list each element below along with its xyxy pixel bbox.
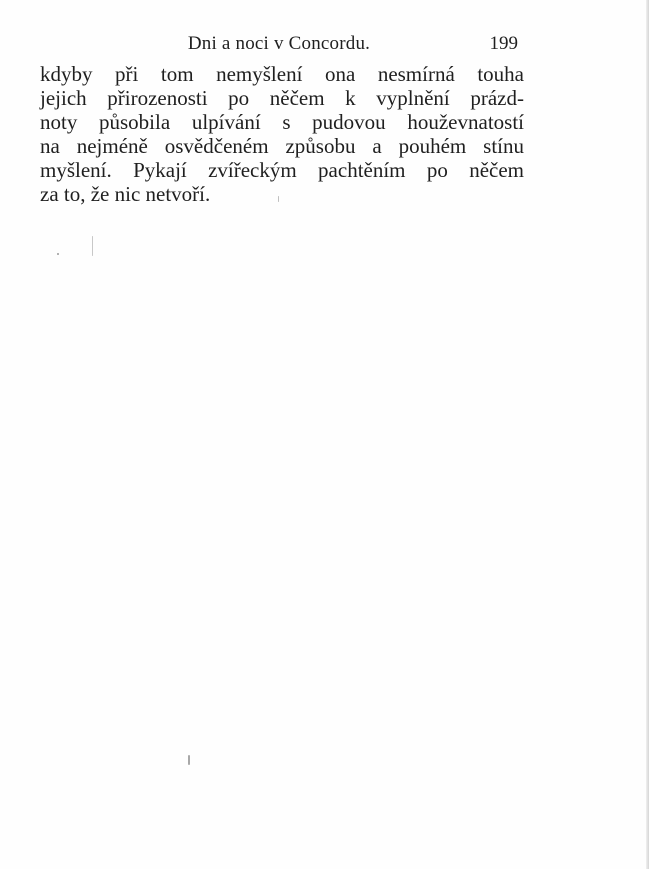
- text-line: noty působila ulpívání s pudovou houževnatostí: [40, 110, 524, 134]
- text-line: za to, že nic netvoří.: [40, 182, 211, 206]
- text-line: kdyby při tom nemyšlení ona nesmírná touha: [40, 62, 524, 86]
- scan-speck: [92, 236, 93, 256]
- scan-speck: [188, 755, 190, 765]
- text-line: myšlení. Pykají zvířeckým pachtěním po něčem: [40, 158, 524, 182]
- text-line: jejich přirozenosti po něčem k vyplnění prázd-: [40, 86, 524, 110]
- text-line: na nejméně osvědčeném způsobu a pouhém stínu: [40, 134, 524, 158]
- running-title: Dni a noci v Concordu.: [187, 33, 371, 54]
- scan-speck: [278, 196, 279, 202]
- page-number: 199: [489, 33, 518, 54]
- running-head: [40, 30, 518, 58]
- body-paragraph: [40, 62, 524, 206]
- scan-speck: [57, 253, 59, 255]
